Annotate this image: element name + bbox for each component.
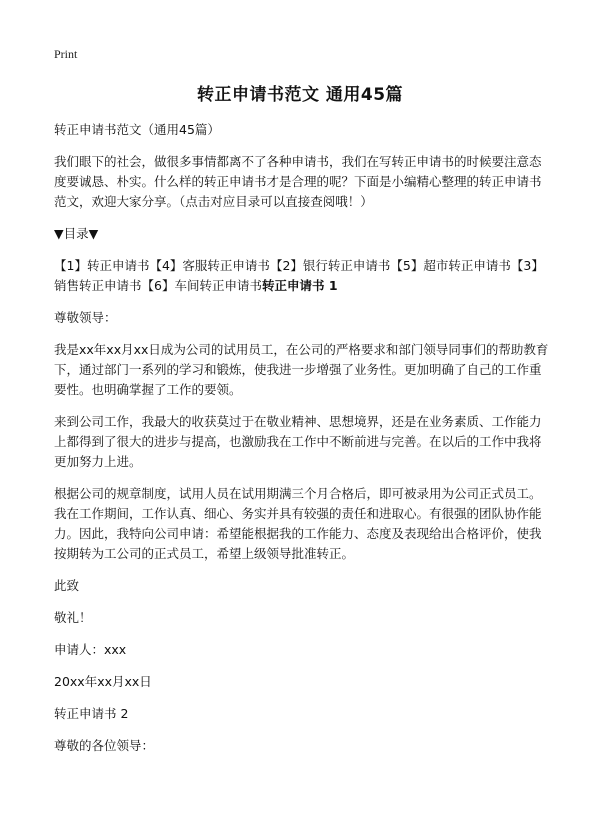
table-of-contents: [54, 256, 550, 296]
intro-paragraph: 我们眼下的社会，做很多事情都离不了各种申请书，我们在写转正申请书的时候要注意态度要诚恳、朴实。什么样的转正申请书才是合理的呢？下面是小编精心整理的转正申请书范文，欢迎大家分享。（点击对应目录可以直接查阅哦！）: [54, 154, 542, 209]
section-1-title: 转正申请书 1: [261, 278, 338, 293]
print-label: Print: [54, 47, 78, 61]
date-line: 20xx年xx月xx日: [54, 674, 152, 689]
toc-link-4[interactable]: 【4】客服转正申请书: [149, 258, 270, 273]
closing-line-2: 敬礼！: [54, 610, 92, 625]
toc-link-3[interactable]: 【3】销售转正申请书: [54, 258, 544, 293]
closing-line-1: 此致: [54, 578, 80, 593]
toc-link-2[interactable]: 【2】银行转正申请书: [269, 258, 391, 273]
greeting-2: 尊敬的各位领导：: [54, 738, 155, 753]
applicant-line: 申请人：xxx: [54, 642, 127, 657]
toc-link-6[interactable]: 【6】车间转正申请书: [141, 278, 262, 293]
greeting-1: 尊敬领导：: [54, 310, 117, 325]
body-paragraph-1: 我是xx年xx月xx日成为公司的试用员工，在公司的严格要求和部门领导同事们的帮助教育下，通过部门一系列的学习和锻炼，使我进一步增强了业务性。更加明确了自己的工作重要性。也明确掌握了工作的要领。: [54, 342, 549, 397]
body-paragraph-3: 根据公司的规章制度，试用人员在试用期满三个月合格后，即可被录用为公司正式员工。我在工作期间，工作认真、细心、务实并具有较强的责任和进取心。有很强的团队协作能力。因此，我特向公司申请：希望能根据我的工作能力、态度及表现给出合格评价，使我按期转为工公司的正式员工，希望上级领导批准转正。: [54, 486, 542, 561]
section-2-title: 转正申请书 2: [54, 706, 129, 721]
body-paragraph-2: 来到公司工作，我最大的收获莫过于在敬业精神、思想境界，还是在业务素质、工作能力上都得到了很大的进步与提高，也激励我在工作中不断前进与完善。在以后的工作中我将更加努力上进。: [54, 414, 542, 469]
document-subtitle: 转正申请书范文（通用45篇）: [54, 122, 220, 137]
toc-link-5[interactable]: 【5】超市转正申请书: [390, 258, 511, 273]
toc-heading: ▼目录▼: [54, 226, 99, 241]
toc-link-1[interactable]: 【1】转正申请书: [54, 258, 150, 273]
document-body: [54, 120, 550, 768]
document-title: 转正申请书范文 通用45篇: [196, 85, 404, 105]
